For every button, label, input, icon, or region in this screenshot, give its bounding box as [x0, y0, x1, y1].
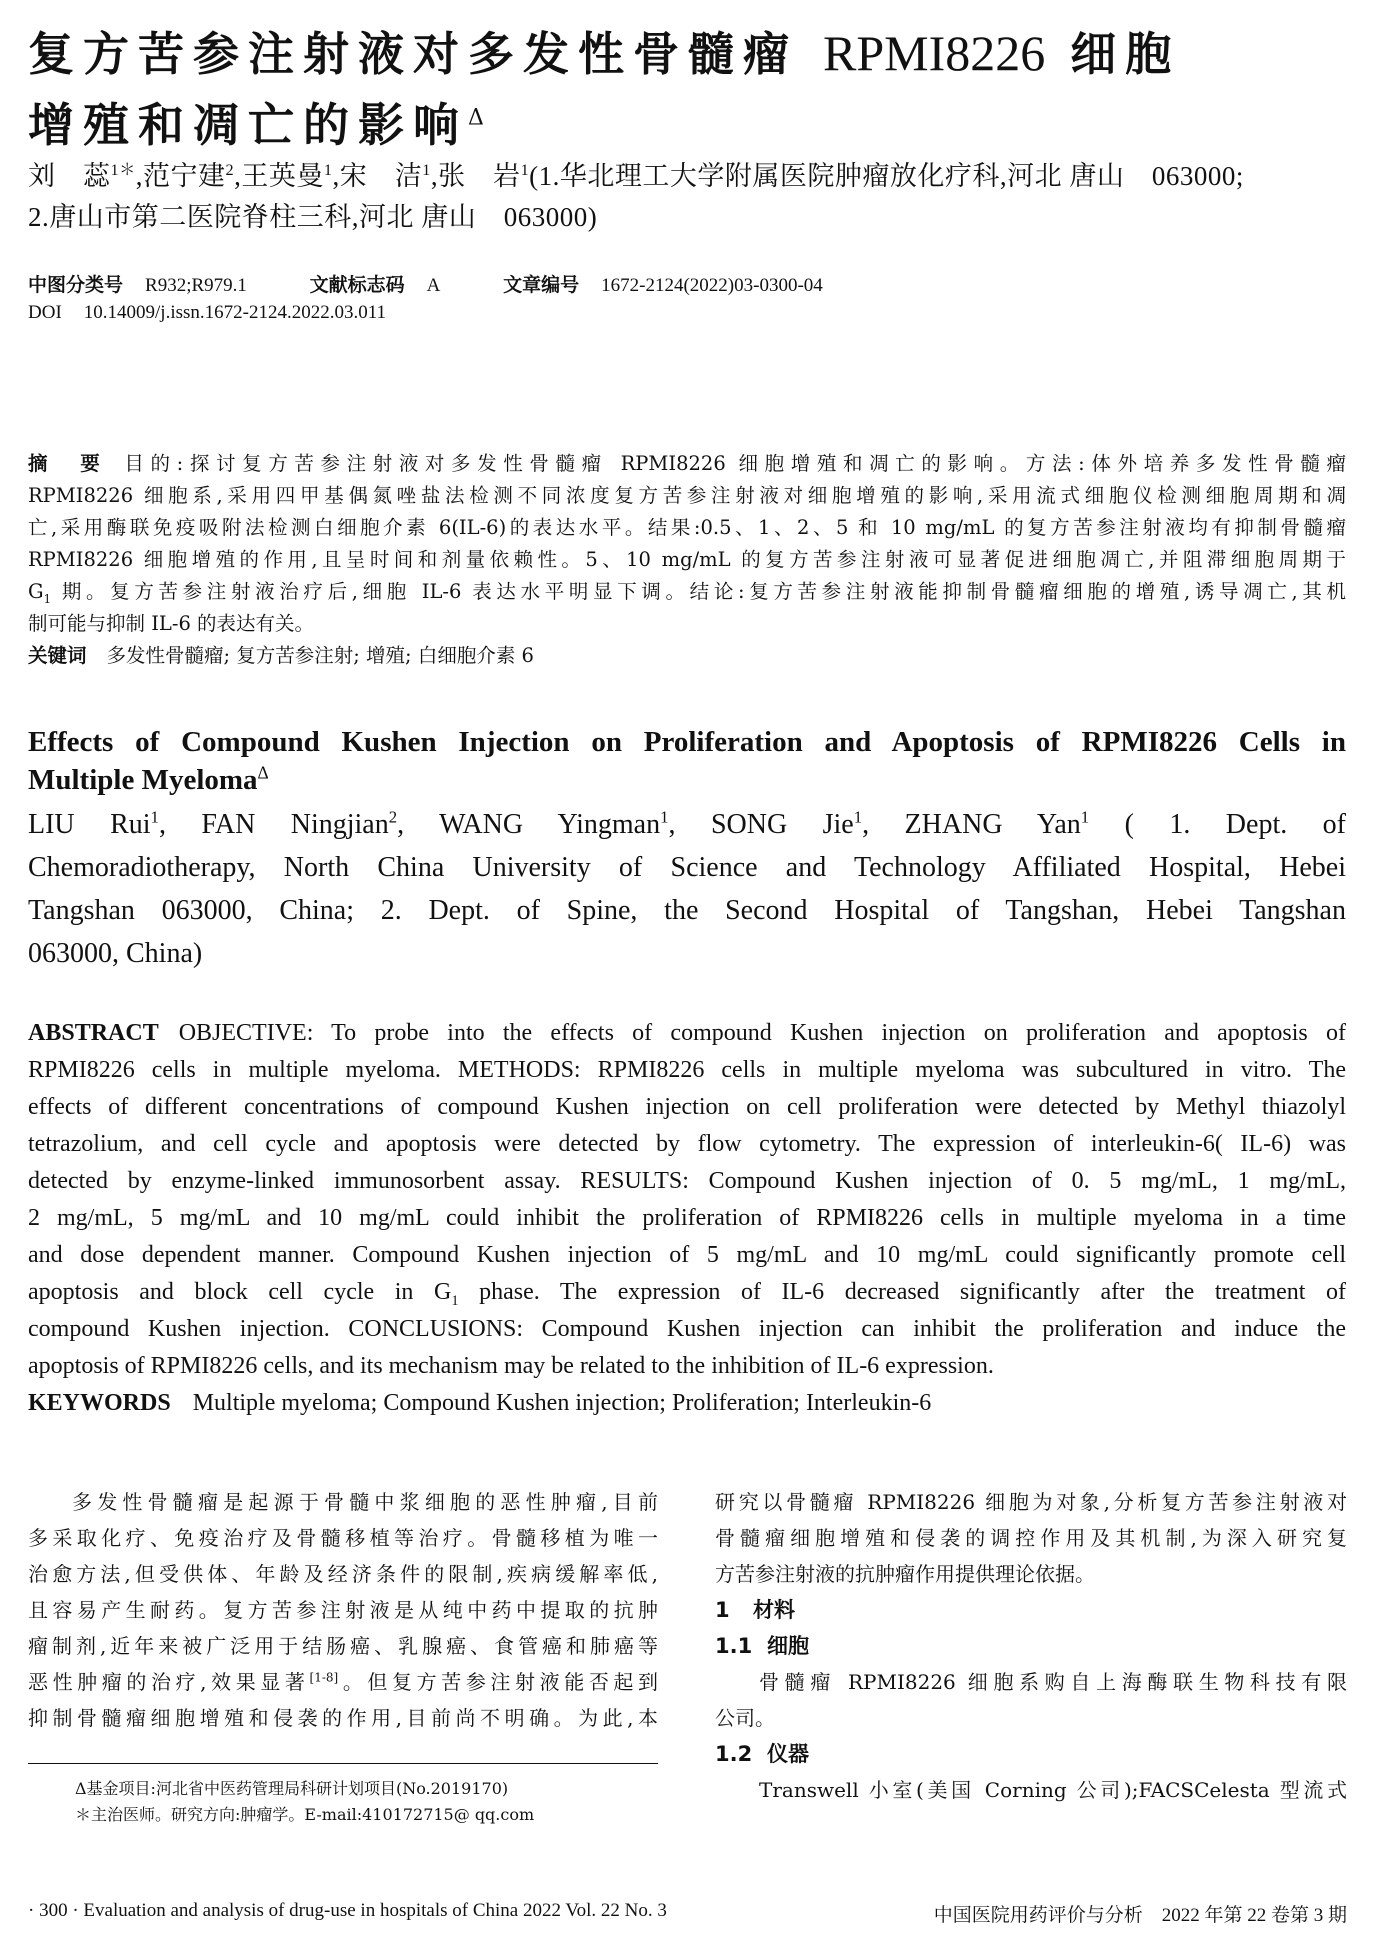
abstract-en-line: compound Kushen injection. CONCLUSIONS: Compound Kushen injection can inhibit the proliferation and induce the: [28, 1316, 1346, 1342]
keywords-en-value: Multiple myeloma; Compound Kushen injection; Proliferation; Interleukin-6: [192, 1390, 932, 1416]
authors-en: [28, 803, 1346, 975]
body-right-line: 研究以骨髓瘤 RPMI8226 细胞为对象,分析复方苦参注射液对: [715, 1490, 1347, 1514]
author-name: 刘 蕊: [28, 161, 111, 191]
citation-ref[interactable]: [1-8]: [309, 1670, 339, 1685]
keywords-en-label: KEYWORDS: [28, 1390, 171, 1416]
section-1-2-heading: [715, 1736, 1347, 1772]
article-no-value: 1672-2124(2022)03-0300-04: [601, 275, 823, 296]
abstract-en-line: effects of different concentrations of compound Kushen injection on cell proliferation were detected by Methyl thiazolyl: [28, 1094, 1346, 1120]
abstract-en-line: RPMI8226 cells in multiple myeloma. METHODS: RPMI8226 cells in multiple myeloma was subcultured in vitro. The: [28, 1057, 1346, 1083]
article-no-label: 文章编号: [503, 274, 580, 296]
author-en-sup: 1: [150, 807, 159, 827]
doi-label: DOI: [28, 302, 62, 323]
footnote-divider: [28, 1763, 658, 1764]
author-en-sup: 2: [388, 807, 398, 827]
footnote-author: ＊主治医师。研究方向:肿瘤学。E-mail:410172715@ qq.com: [75, 1805, 535, 1824]
affiliation-2: 2.唐山市第二医院脊柱三科,河北 唐山 063000): [28, 202, 598, 232]
keywords-cn: [28, 640, 1346, 672]
footer-journal-en: · 300 · Evaluation and analysis of drug-use in hospitals of China 2022 Vol. 22 No. 3: [28, 1900, 667, 1921]
authors-en-line2: Chemoradiotherapy, North China University of Science and Technology Affiliated Hospital, Hebei: [28, 852, 1346, 883]
authors-cn: [28, 156, 1358, 196]
abstract-cn-text: 期。复方苦参注射液治疗后,细胞 IL-6 表达水平明显下调。结论:复方苦参注射液能抑制骨髓瘤细胞的增殖,诱导凋亡,其机: [61, 580, 1346, 603]
abstract-en-line: [28, 1015, 1346, 1052]
section-title: 仪器: [767, 1742, 809, 1766]
body-left-text: 恶性肿瘤的治疗,效果显著: [28, 1670, 310, 1694]
authors-en-line1: LIU Rui$^1$, FAN Ningjian$^2$, WANG Yingman$^1$, SONG Jie$^1$, ZHANG Yan$^1$ ( 1. Dept. of: [28, 807, 1346, 840]
author-list: [28, 161, 529, 191]
clc-value: R932;R979.1: [145, 275, 247, 296]
abstract-en-line: and dose dependent manner. Compound Kushen injection of 5 mg/mL and 10 mg/mL could significantly promote cell: [28, 1242, 1346, 1268]
doi-value[interactable]: 10.14009/j.issn.1672-2124.2022.03.011: [83, 302, 387, 323]
section-title: 材料: [753, 1598, 795, 1622]
doc-code-value: A: [426, 275, 441, 296]
author-en-name: LIU Rui: [28, 809, 151, 840]
body-left-line: 多发性骨髓瘤是起源于骨髓中浆细胞的恶性肿瘤,目前: [72, 1490, 658, 1514]
author-affil-sup: 2: [225, 161, 235, 179]
body-right-line: 公司。: [715, 1706, 775, 1730]
abstract-cn: [28, 448, 1346, 672]
title-cn-line2-text: 增殖和凋亡的影响: [28, 98, 468, 152]
keywords-cn-value: 多发性骨髓瘤; 复方苦参注射; 增殖; 白细胞介素 6: [106, 644, 534, 667]
keywords-cn-label: 关键词: [28, 644, 87, 667]
section-number: 1.1: [715, 1634, 753, 1658]
body-left-line: [28, 1664, 658, 1700]
abstract-cn-line: [28, 448, 1346, 480]
author-en-name: WANG Yingman: [439, 809, 661, 840]
abstract-en: [28, 1015, 1346, 1422]
abstract-en-text: apoptosis and block cell cycle in: [28, 1279, 414, 1305]
title-en-mark: Δ: [257, 762, 269, 783]
doc-code-label: 文献标志码: [309, 274, 405, 296]
g1-phase: G: [28, 580, 44, 603]
g1-phase-en: G: [433, 1279, 452, 1305]
title-cn-text: 复方苦参注射液对多发性骨髓瘤: [28, 27, 798, 81]
title-en-line1: Effects of Compound Kushen Injection on Proliferation and Apoptosis of RPMI8226 Cells in: [28, 726, 1346, 758]
classification-row: [28, 270, 823, 297]
abstract-en-text: phase. The expression of IL-6 decreased significantly after the treatment of: [479, 1279, 1347, 1305]
abstract-cn-label: 摘 要: [28, 452, 107, 475]
author-en-sup: 1: [853, 807, 863, 827]
abstract-en-label: ABSTRACT: [28, 1020, 159, 1046]
body-right-column: [715, 1484, 1347, 1808]
author-en-sup: 1: [660, 807, 669, 827]
abstract-en-line: [28, 1274, 1346, 1311]
body-left-line: 瘤制剂,近年来被广泛用于结肠癌、乳腺癌、食管癌和肺癌等: [28, 1634, 658, 1658]
abstract-en-text: OBJECTIVE: To probe into the effects of compound Kushen injection on proliferation and apoptosis of: [178, 1020, 1346, 1046]
clc-label: 中图分类号: [28, 274, 124, 296]
section-1-1-heading: [715, 1628, 1347, 1664]
keywords-en: [28, 1385, 1346, 1422]
body-left-line: 治愈方法,但受供体、年龄及经济条件的限制,疾病缓解率低,: [28, 1562, 658, 1586]
title-en-line2: [28, 761, 1346, 799]
author-name: ,王英曼: [234, 161, 324, 191]
authors-cn-line2: [28, 197, 1358, 237]
author-affil-sup: 1: [422, 161, 431, 179]
author-en-name: SONG Jie: [710, 809, 854, 840]
abstract-cn-line: [28, 576, 1346, 608]
abstract-en-line: tetrazolium, and cell cycle and apoptosis were detected by flow cytometry. The expression of interleukin-6( IL-6) was: [28, 1131, 1346, 1157]
title-cn-line2: [28, 94, 1358, 156]
author-name: ,宋 洁: [332, 161, 423, 191]
author-affil-sup: 1: [323, 161, 333, 179]
body-left-line: 且容易产生耐药。复方苦参注射液是从纯中药中提取的抗肿: [28, 1598, 658, 1622]
footer-journal-cn: 中国医院用药评价与分析 2022 年第 22 卷第 3 期: [933, 1905, 1347, 1926]
author-en-affil: ( 1. Dept. of: [1124, 809, 1346, 840]
body-right-line: 骨髓瘤 RPMI8226 细胞系购自上海酶联生物科技有限: [759, 1670, 1347, 1694]
author-affil-sup: 1＊: [110, 161, 136, 179]
author-en-sup: 1: [1080, 807, 1090, 827]
abstract-cn-line: 制可能与抑制 IL-6 的表达有关。: [28, 612, 315, 635]
section-number: 1: [715, 1598, 730, 1622]
authors-en-line3: Tangshan 063000, China; 2. Dept. of Spine, the Second Hospital of Tangshan, Hebei Tangshan: [28, 895, 1346, 926]
body-left-text: 。但复方苦参注射液能否起到: [338, 1670, 659, 1694]
author-name: ,范宁建: [135, 161, 226, 191]
g1-subscript: 1: [43, 591, 52, 606]
title-cn-cellline: RPMI8226: [823, 25, 1046, 81]
title-cn-line1: [28, 22, 1358, 85]
title-en-line2-text: Multiple Myeloma: [28, 764, 258, 796]
g1-subscript-en: 1: [451, 1292, 459, 1309]
author-name: ,张 岩: [430, 161, 521, 191]
section-1-heading: [715, 1592, 1347, 1628]
footnote-fund: Δ基金项目:河北省中医药管理局科研计划项目(No.2019170): [75, 1779, 509, 1798]
abstract-cn-line: RPMI8226 细胞增殖的作用,且呈时间和剂量依赖性。5、10 mg/mL 的复方苦参注射液可显著促进细胞凋亡,并阻滞细胞周期于: [28, 548, 1346, 571]
body-right-line: 方苦参注射液的抗肿瘤作用提供理论依据。: [715, 1562, 1095, 1586]
affiliation-1: (1.华北理工大学附属医院肿瘤放化疗科,河北 唐山 063000;: [529, 161, 1244, 191]
body-left-line: 多采取化疗、免疫治疗及骨髓移植等治疗。骨髓移植为唯一: [28, 1526, 658, 1550]
title-en: [28, 723, 1346, 799]
abstract-cn-text: 目的:探讨复方苦参注射液对多发性骨髓瘤 RPMI8226 细胞增殖和凋亡的影响。方法:体外培养多发性骨髓瘤: [124, 452, 1346, 475]
abstract-en-line: apoptosis of RPMI8226 cells, and its mechanism may be related to the inhibition of IL-6 expression.: [28, 1353, 994, 1379]
body-right-line: 骨髓瘤细胞增殖和侵袭的调控作用及其机制,为深入研究复: [715, 1526, 1347, 1550]
title-cn-end: 细胞: [1070, 27, 1181, 81]
author-en-name: FAN Ningjian: [201, 809, 389, 840]
section-title: 细胞: [767, 1634, 809, 1658]
title-fund-mark: Δ: [468, 105, 493, 131]
abstract-en-line: detected by enzyme-linked immunosorbent assay. RESULTS: Compound Kushen injection of 0. 5 mg/mL, 1 mg/mL,: [28, 1168, 1346, 1194]
doi-row: [28, 302, 386, 324]
section-number: 1.2: [715, 1742, 753, 1766]
author-en-name: ZHANG Yan: [904, 809, 1081, 840]
abstract-cn-line: RPMI8226 细胞系,采用四甲基偶氮唑盐法检测不同浓度复方苦参注射液对细胞增殖的影响,采用流式细胞仪检测细胞周期和凋: [28, 484, 1346, 507]
abstract-cn-line: 亡,采用酶联免疫吸附法检测白细胞介素 6(IL-6)的表达水平。结果:0.5、1、2、5 和 10 mg/mL 的复方苦参注射液均有抑制骨髓瘤: [28, 516, 1346, 539]
authors-en-line4: 063000, China): [28, 938, 203, 969]
author-affil-sup: 1: [520, 161, 530, 179]
body-left-line: 抑制骨髓瘤细胞增殖和侵袭的作用,目前尚不明确。为此,本: [28, 1706, 658, 1730]
abstract-en-line: 2 mg/mL, 5 mg/mL and 10 mg/mL could inhibit the proliferation of RPMI8226 cells in multiple myeloma in a time: [28, 1205, 1346, 1231]
body-left-column: [28, 1484, 658, 1736]
body-right-line: Transwell 小室(美国 Corning 公司);FACSCelesta 型流式: [759, 1778, 1347, 1802]
